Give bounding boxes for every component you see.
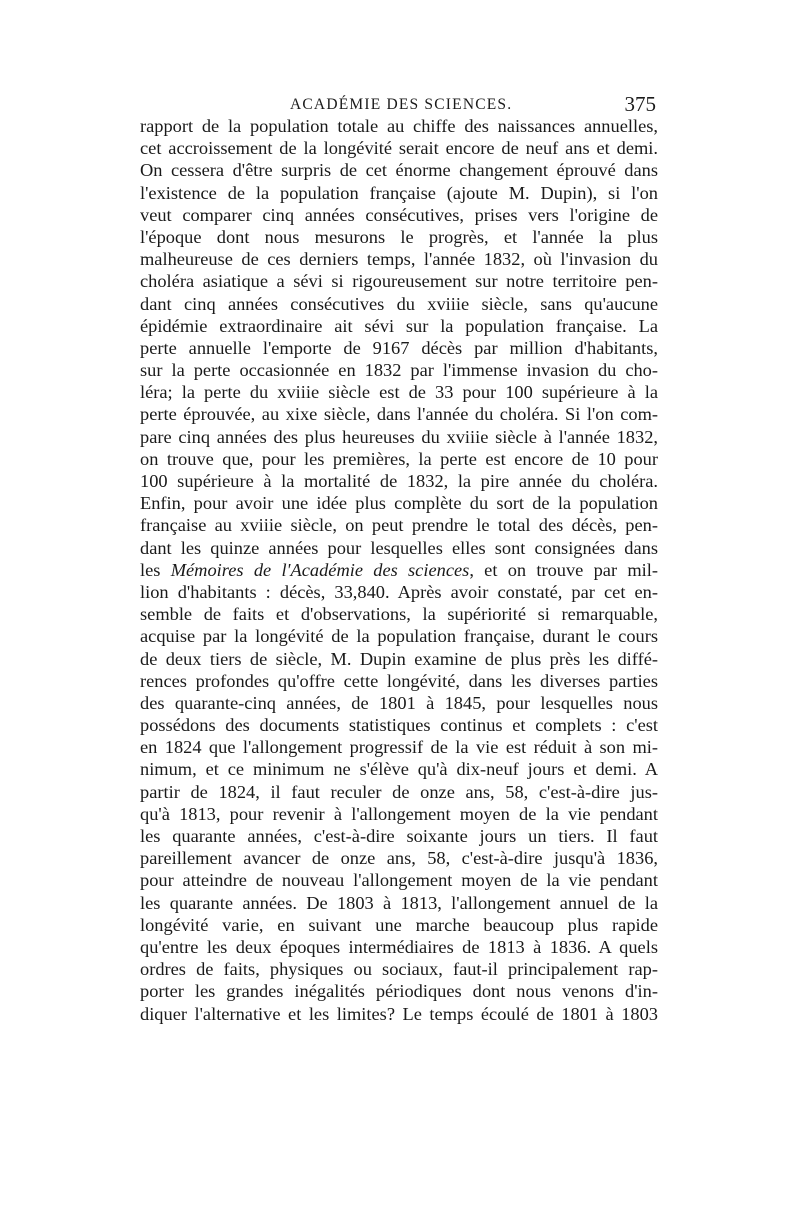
text-line: léra; la perte du xviiie siècle est de 33 pour 100 supérieure à la: [140, 382, 658, 403]
text-line: pour atteindre de nouveau l'allongement moyen de la vie pendant: [140, 870, 658, 891]
text-line: rapport de la population totale au chiffe des naissances annuelles,: [140, 116, 658, 136]
text-line: nimum, et ce minimum ne s'élève qu'à dix-neuf jours et demi. A: [140, 759, 658, 780]
text-line: Enfin, pour avoir une idée plus complète du sort de la population: [140, 493, 658, 514]
text-line: sur la perte occasionnée en 1832 par l'immense invasion du cho-: [140, 360, 658, 381]
text-line: dant cinq années consécutives du xviiie siècle, sans qu'aucune: [140, 293, 658, 314]
text-line: diquer l'alternative et les limites? Le temps écoulé de 1801 à 1803: [140, 1003, 658, 1024]
text-line: longévité varie, en suivant une marche beaucoup plus rapide: [140, 914, 658, 935]
text-line: pareillement avancer de onze ans, 58, c'est-à-dire jusqu'à 1836,: [140, 848, 658, 869]
text-line: les Mémoires de l'Académie des sciences, et on trouve par mil-: [140, 559, 658, 580]
text-line: qu'à 1813, pour revenir à l'allongement moyen de la vie pendant: [140, 803, 658, 824]
text-line: épidémie extraordinaire ait sévi sur la population française. La: [140, 315, 658, 336]
text-line: française au xviiie siècle, on peut prendre le total des décès, pen-: [140, 515, 658, 536]
text-line: qu'entre les deux époques intermédiaires de 1813 à 1836. A quels: [140, 936, 658, 957]
text-line: acquise par la longévité de la population française, durant le cours: [140, 626, 658, 647]
italic-title: Mémoires de l'Académie des sciences: [170, 559, 470, 580]
text-line: porter les grandes inégalités périodiques dont nous venons d'in-: [140, 981, 658, 1002]
text-line: ordres de faits, physiques ou sociaux, faut-il principalement rap-: [140, 959, 658, 980]
text-line: partir de 1824, il faut reculer de onze ans, 58, c'est-à-dire jus-: [140, 781, 658, 802]
text-line: malheureuse de ces derniers temps, l'année 1832, où l'invasion du: [140, 249, 658, 270]
text-line: perte éprouvée, au xixe siècle, dans l'année du choléra. Si l'on com-: [140, 404, 658, 425]
text-line: l'époque dont nous mesurons le progrès, et l'année la plus: [140, 226, 658, 247]
text-line: perte annuelle l'emporte de 9167 décès par million d'habitants,: [140, 337, 658, 358]
text-line: rences profondes qu'offre cette longévité, dans les diverses parties: [140, 670, 658, 691]
text-line: 100 supérieure à la mortalité de 1832, la pire année du choléra.: [140, 471, 658, 491]
text-line: semble de faits et d'observations, la supériorité si remarquable,: [140, 604, 658, 625]
running-title: ACADÉMIE DES SCIENCES.: [290, 96, 513, 113]
text-line: choléra asiatique a sévi si rigoureusement sur notre territoire pen-: [140, 271, 658, 292]
text-line: cet accroissement de la longévité serait encore de neuf ans et demi.: [140, 138, 658, 159]
text-line: possédons des documents statistiques continus et complets : c'est: [140, 715, 658, 736]
text-line: l'existence de la population française (ajoute M. Dupin), si l'on: [140, 182, 658, 203]
text-line: on trouve que, pour les premières, la perte est encore de 10 pour: [140, 448, 658, 469]
text-line: lion d'habitants : décès, 33,840. Après avoir constaté, par cet en-: [140, 581, 658, 602]
text-line: les quarante années. De 1803 à 1813, l'allongement annuel de la: [140, 892, 658, 913]
text-line: veut comparer cinq années consécutives, prises vers l'origine de: [140, 204, 658, 225]
text-line: pare cinq années des plus heureuses du xviiie siècle à l'année 1832,: [140, 426, 658, 447]
page-number: 375: [624, 92, 656, 116]
text-line: des quarante-cinq années, de 1801 à 1845, pour lesquelles nous: [140, 692, 658, 713]
text-line: les quarante années, c'est-à-dire soixante jours un tiers. Il faut: [140, 826, 658, 846]
body-text: [140, 115, 658, 1025]
text-line: On cessera d'être surpris de cet énorme changement éprouvé dans: [140, 160, 658, 181]
text-line: de deux tiers de siècle, M. Dupin examine de plus près les diffé-: [140, 648, 658, 669]
text-line: dant les quinze années pour lesquelles elles sont consignées dans: [140, 537, 658, 558]
text-line: en 1824 que l'allongement progressif de la vie est réduit à son mi-: [140, 737, 658, 758]
